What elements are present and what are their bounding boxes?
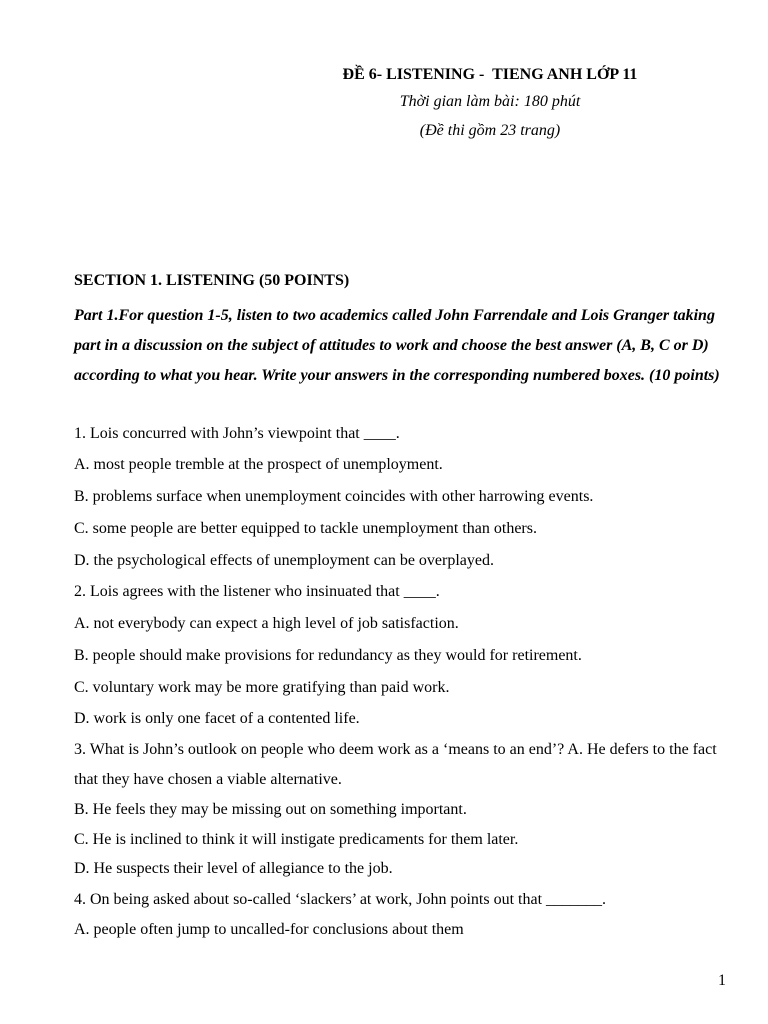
question-1-option-d: D. the psychological effects of unemployment can be overplayed.	[74, 552, 495, 569]
question-2-option-b: B. people should make provisions for redundancy as they would for retirement.	[74, 647, 582, 664]
exam-page-count: (Đề thi gồm 23 trang)	[419, 122, 561, 139]
question-2-option-a: A. not everybody can expect a high level of job satisfaction.	[74, 615, 459, 632]
question-1-option-a: A. most people tremble at the prospect of unemployment.	[74, 456, 443, 473]
question-3-option-b: B. He feels they may be missing out on something important.	[74, 801, 467, 818]
question-3-option-c: C. He is inclined to think it will instigate predicaments for them later.	[74, 831, 519, 848]
question-2-option-c: C. voluntary work may be more gratifying than paid work.	[74, 679, 450, 696]
exam-duration: Thời gian làm bài: 180 phút	[399, 93, 581, 110]
question-1-option-b: B. problems surface when unemployment coincides with other harrowing events.	[74, 488, 594, 505]
part-instruction: Part 1.For question 1-5, listen to two academics called John Farrendale and Lois Granger taking part in a discussion on the subject of attitudes to work and choose the best answer (A, B, C or D) according to what you hear. Write your answers in the corresponding numbered boxes. (10 points)	[74, 307, 720, 384]
question-3-option-d: D. He suspects their level of allegiance to the job.	[74, 860, 393, 877]
question-3-stem: 3. What is John’s outlook on people who deem work as a ‘means to an end’? A. He defers to the fact that they have chosen a viable alternative.	[74, 741, 717, 788]
question-1-option-c: C. some people are better equipped to tackle unemployment than others.	[74, 520, 537, 537]
question-4-option-a: A. people often jump to uncalled-for conclusions about them	[74, 921, 464, 938]
question-1-stem: 1. Lois concurred with John’s viewpoint that ____.	[74, 425, 400, 442]
question-2-stem: 2. Lois agrees with the listener who insinuated that ____.	[74, 583, 440, 600]
section-title: SECTION 1. LISTENING (50 POINTS)	[74, 272, 350, 289]
question-4-stem: 4. On being asked about so-called ‘slackers’ at work, John points out that _______.	[74, 891, 607, 908]
page-number: 1	[718, 972, 726, 989]
exam-title: ĐỀ 6- LISTENING - TIENG ANH LỚP 11	[342, 66, 638, 83]
question-2-option-d: D. work is only one facet of a contented life.	[74, 710, 360, 727]
